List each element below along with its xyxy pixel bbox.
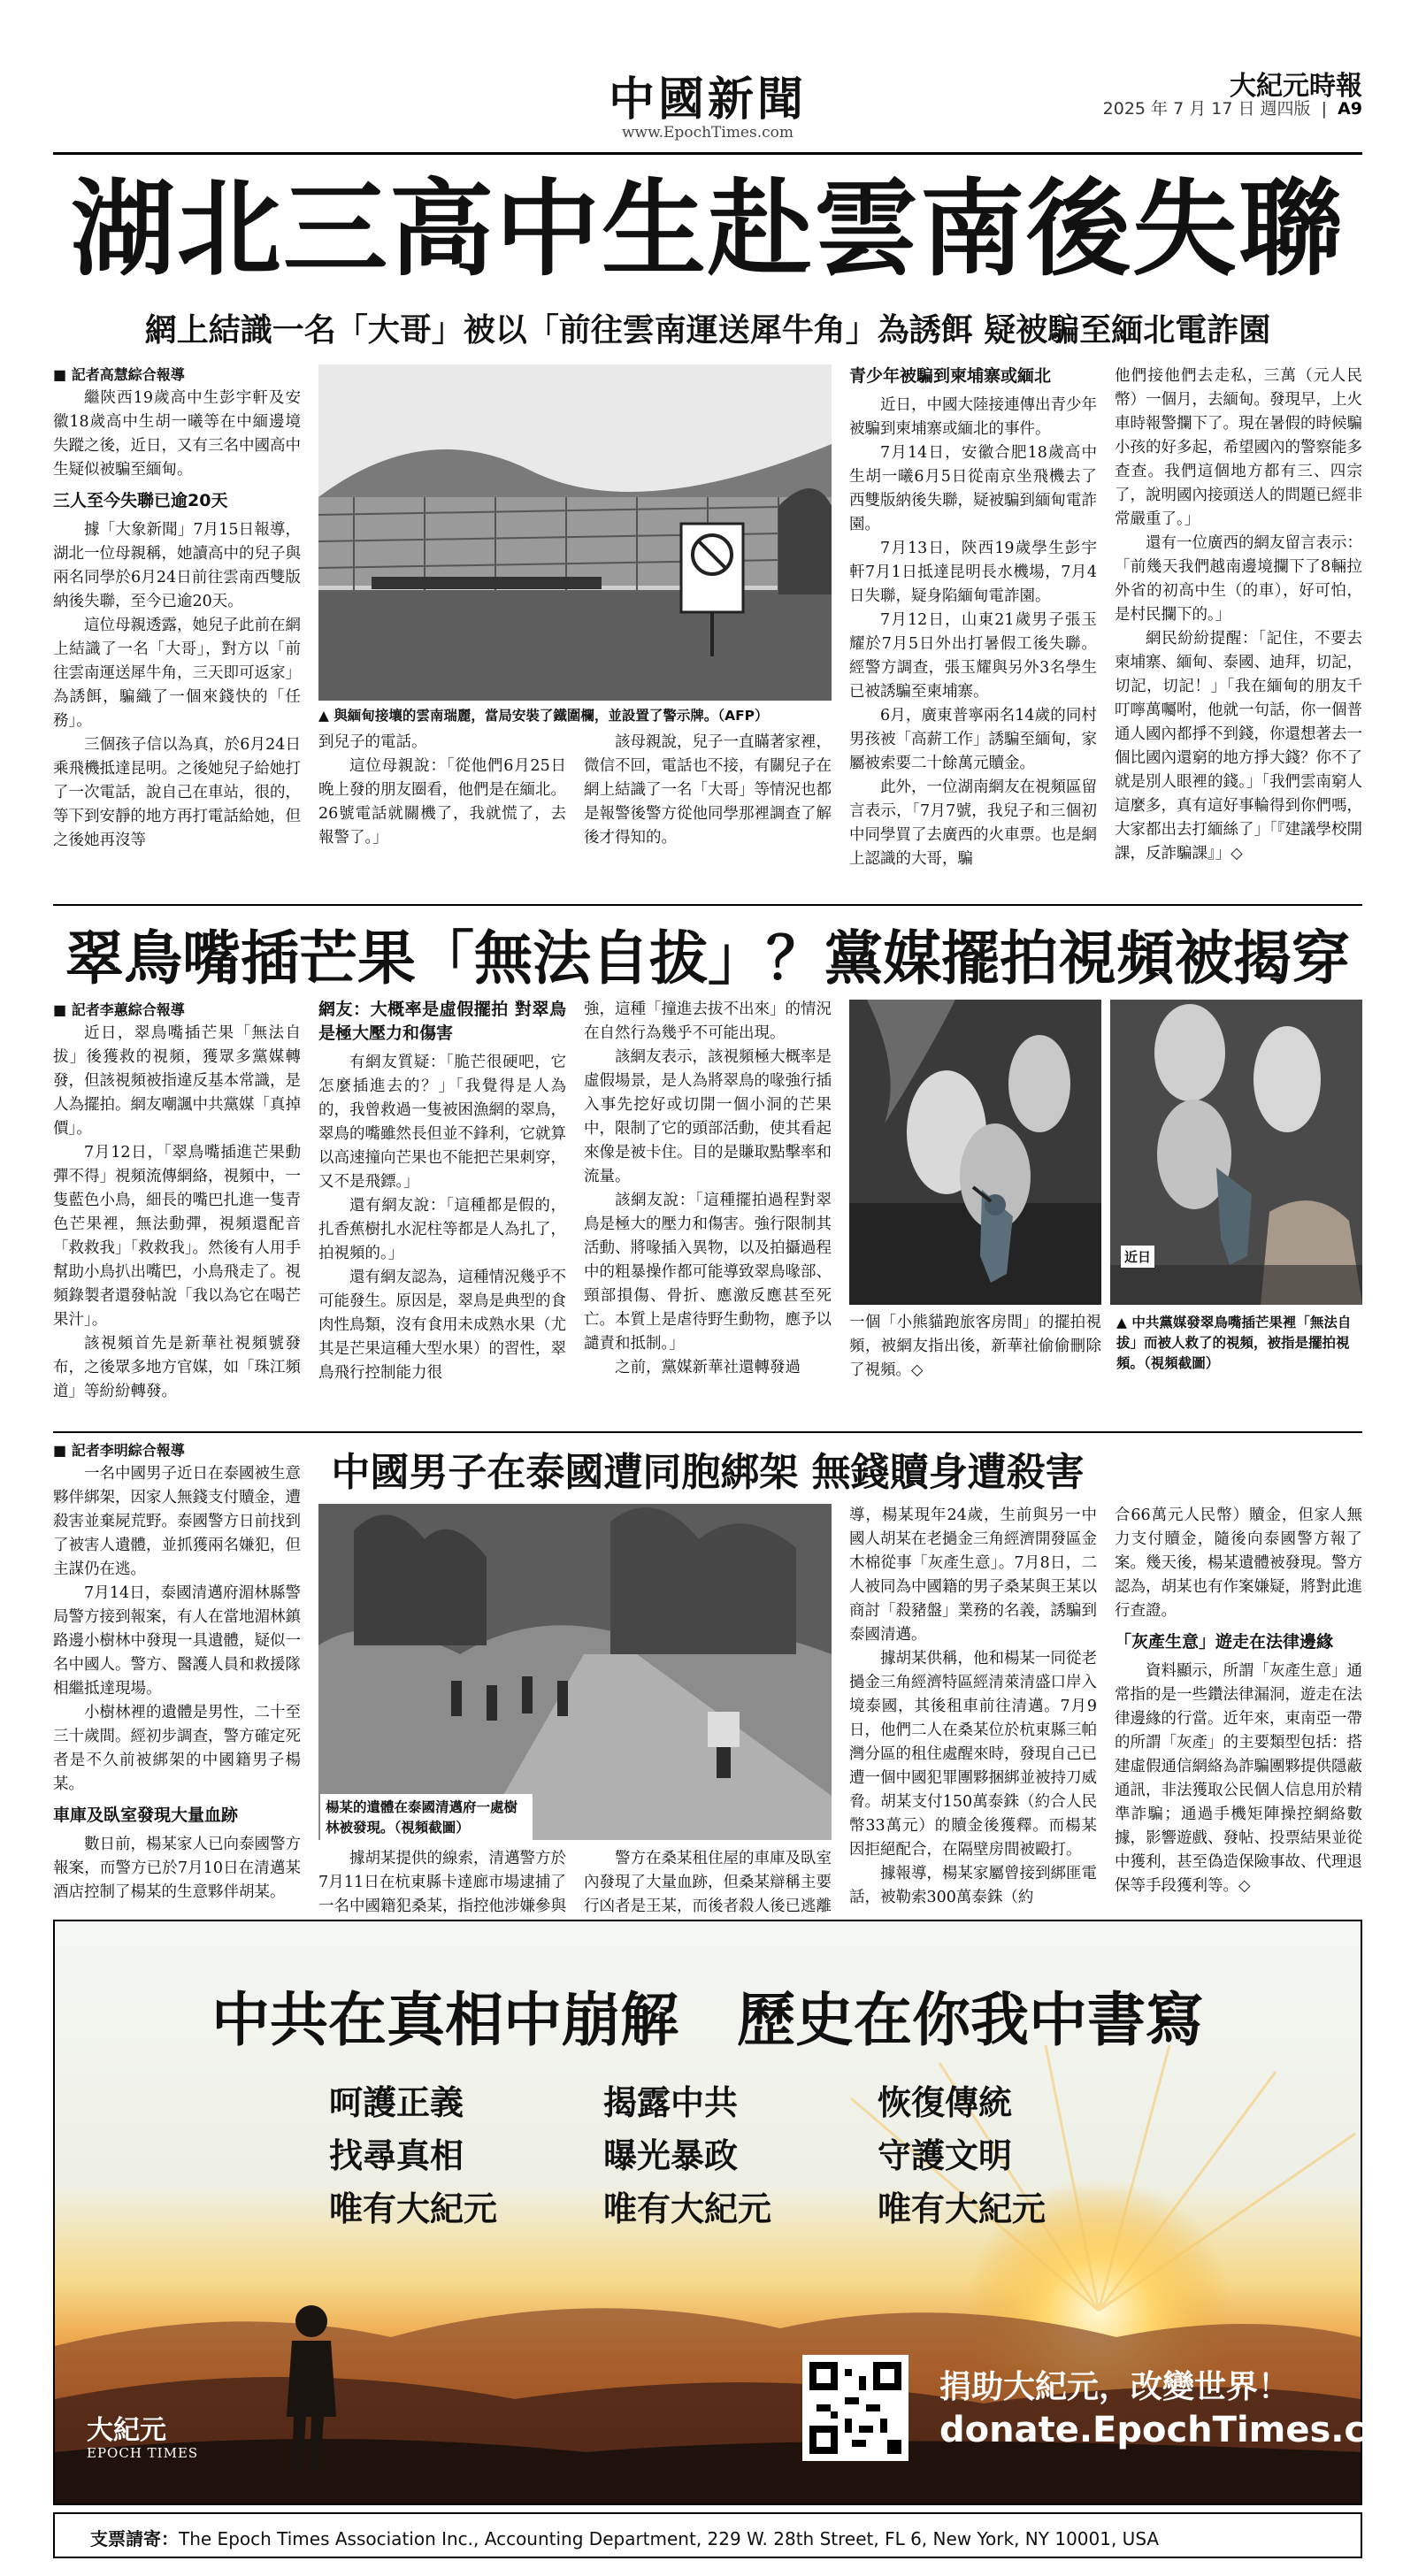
story3-byline: ■ 記者李明綜合報導: [53, 1442, 185, 1459]
story3-subtitle-2: 「灰產生意」遊走在法律邊緣: [1115, 1632, 1334, 1652]
paragraph: 7月14日，泰國清邁府湄林縣警局警方接到報案，有人在當地湄林鎮路邊小樹林中發現一具遺體，疑似一名中國人。警方、醫護人員和救援隊相繼抵達現場。: [53, 1584, 301, 1698]
ad-column-1: [329, 2076, 497, 2235]
story3-column-3: [584, 1847, 832, 1914]
ad-line: 恢復傳統: [878, 2083, 1013, 2122]
kingfisher-photo-2: [1110, 1000, 1362, 1305]
paragraph: 據胡某供稱，他和楊某一同從老撾金三角經濟特區經清萊清盛口岸入境泰國，其後租車前往清邁。7月9日，他們二人在桑某位於杭東縣三帕灣分區的租住處醒來時，發現自己已遭一個中國犯罪團夥捆綁並被持刀威脅。胡某支付150萬泰銖（約合人民幣33萬元）的贖金後獲釋。而楊某因拒絕配合，在隔壁房間被毆打。: [849, 1650, 1097, 1859]
story3-headline: 中國男子在泰國遭同胞綁架 無錢贖身遭殺害: [331, 1450, 1085, 1495]
paragraph: 合66萬元人民幣）贖金，但家人無力支付贖金，隨後向泰國警方報了案。幾天後，楊某遺體被發現。警方認為，胡某也有作案嫌疑，將對此進行查證。: [1115, 1506, 1362, 1620]
support-label: 支票請寄：: [90, 2528, 179, 2549]
ad-line: 呵護正義: [329, 2083, 464, 2122]
story1-column-4: [849, 364, 1097, 895]
section-divider: [53, 1431, 1362, 1433]
paragraph: 一個「小熊貓跑旅客房間」的擺拍視頻，被網友指出後，新華社偷偷刪除了視頻。◇: [849, 1314, 1101, 1379]
story3-column-5: [1115, 1504, 1362, 1911]
paragraph: 此外，一位湖南網友在視頻區留言表示，「7月7號，我兒子和三個初中同學買了去廣西的火車票。也是網上認識的大哥，騙: [849, 778, 1097, 868]
paragraph: 該網友說：「這種擺拍過程對翠鳥是極大的壓力和傷害。強行限制其活動、將喙插入異物，以及拍攝過程中的粗暴操作都可能導致翠鳥喙部、頸部損傷、骨折、應激反應甚至死亡。本質上是虐待野生動物，應予以譴責和抵制。」: [584, 1192, 832, 1353]
page-number: A9: [1338, 99, 1362, 119]
story2-column-4: [849, 1311, 1101, 1399]
paragraph: 這位母親透露，她兒子此前在網上結識了一名「大哥」，對方以「前往雲南運送犀牛角，三天即可返家」為誘餌，騙織了一個來錢快的「任務」。: [53, 617, 301, 730]
paragraph: 據報導，楊某家屬曾接到綁匪電話，被勒索300萬泰銖（約: [849, 1865, 1097, 1906]
border-fence-photo: [318, 364, 832, 701]
story2-column-2: [318, 998, 566, 1440]
story1-byline: ■ 記者高慧綜合報導: [53, 366, 185, 383]
story2-byline: ■ 記者李蕙綜合報導: [53, 1001, 185, 1018]
paragraph: 7月12日，山東21歲男子張玉耀於7月5日外出打暑假工後失聯。經警方調查，張玉耀與另外3名學生已被誘騙至柬埔寨。: [849, 611, 1097, 701]
story1-photo: [318, 364, 832, 701]
site-url[interactable]: www.EpochTimes.com: [622, 124, 794, 142]
paragraph: 他們接他們去走私，三萬（元人民幣）一個月，去緬甸。發現早，上火車時報警攔下了。現在暑假的時候騙小孩的好多起，希望國內的警察能多查查。我們這個地方都有三、四宗了，說明國內接頭送人的問題已經非常嚴重了。」: [1115, 367, 1362, 528]
dateline: 2025 年 7 月 17 日 週四版 | A9: [1102, 99, 1362, 119]
masthead-rule: [53, 152, 1362, 155]
ad-line: 唯有大紀元: [878, 2189, 1046, 2228]
story2-subtitle: 網友：大概率是虛假擺拍 對翠鳥是極大壓力和傷害: [318, 1000, 566, 1043]
paragraph: 據胡某提供的線索，清邁警方於7月11日在杭東縣卡達廊市場逮捕了一名中國籍犯桑某，指控他涉嫌參與: [318, 1850, 566, 1915]
paragraph: 該網友表示，該視頻極大概率是虛假場景，是人為將翠鳥的喙強行插入事先挖好或切開一個小洞的芒果中，限制了它的頭部活動，使其看起來像是被卡住。目的是賺取點擊率和流量。: [584, 1048, 832, 1185]
paragraph: 近日，翠鳥嘴插芒果「無法自拔」後獲救的視頻，獲眾多黨媒轉發，但該視頻被指違反基本常識，是人為擺拍。網友嘲諷中共黨媒「真掉價」。: [53, 1024, 301, 1138]
ad-logo: 大紀元: [87, 2415, 166, 2446]
paragraph: 警方在桑某租住屋的車庫及臥室內發現了大量血跡，但桑某辯稱主要行凶者是王某，而後者殺人後已逃離: [584, 1850, 832, 1915]
story1-subhead: 網上結識一名「大哥」被以「前往雲南運送犀牛角」為誘餌 疑被騙至緬北電詐園: [144, 312, 1271, 349]
story1-column-3: [584, 731, 832, 899]
support-footer: [53, 2512, 1362, 2558]
story3-photo-caption: 楊某的遺體在泰國清邁府一處樹林被發現。（視頻截圖）: [320, 1794, 533, 1842]
paragraph: 三個孩子信以為真，於6月24日乘飛機抵達昆明。之後她兒子給她打了一次電話，說自己在車站，很的，等下到安靜的地方再打電話給她，但之後她再沒等: [53, 736, 301, 849]
ad-column-2: [603, 2076, 771, 2235]
story3-column-2: [318, 1847, 566, 1914]
ad-logo-en: EPOCH TIMES: [87, 2445, 199, 2461]
paragraph: 這位母親說：「從他們6月25日晚上發的朋友圈看，他們是在緬北。26號電話就關機了，我就慌了，去報警了。」: [318, 757, 566, 847]
support-address: The Epoch Times Association Inc., Accounting Department, 229 W. 28th Street, FL 6, New York, NY 10001, USA: [179, 2528, 1160, 2549]
paragraph: 之前，黨媒新華社還轉發過: [615, 1359, 801, 1376]
paragraph: 該母親說，兒子一直瞞著家裡，微信不回，電話也不接，有關兒子在網上結識了一名「大哥」等情況也都是報警後警方從他同學那裡調查了解後才得知的。: [584, 733, 832, 847]
ad-line: 守護文明: [878, 2136, 1013, 2175]
section-divider: [53, 904, 1362, 906]
paragraph: 該視頻首先是新華社視頻號發布，之後眾多地方官媒，如「珠江頻道」等紛紛轉發。: [53, 1335, 301, 1400]
story1-headline: 湖北三高中生赴雲南後失聯: [70, 168, 1345, 290]
paragraph: 資料顯示，所謂「灰產生意」通常指的是一些鑽法律漏洞，遊走在法律邊緣的行當。近年來，東南亞一帶的所謂「灰產」的主要類型包括：搭建虛假通信網絡為詐騙團夥提供隱蔽通訊，非法獲取公民個人信息用於精準詐騙；通過手機矩陣操控網絡數據，影響遊戲、發帖、投票結果並從中獲利，甚至偽造保險事故、代理退保等手段獲利等。◇: [1115, 1662, 1362, 1895]
ad-column-3: [878, 2076, 1046, 2235]
paragraph: 強，這種「撞進去拔不出來」的情況在自然行為幾乎不可能出現。: [584, 1000, 832, 1042]
crime-scene-photo: [318, 1504, 832, 1840]
paragraph: 到兒子的電話。: [318, 733, 427, 751]
paragraph: 還有一位廣西的網友留言表示：「前幾天我們越南邊境攔下了8輛拉外省的初高中生（的車），好可怕，是村民攔下的。」: [1115, 534, 1362, 624]
paragraph: 一名中國男子近日在泰國被生意夥伴綁架，因家人無錢支付贖金，遭殺害並棄屍荒野。泰國警方日前找到了被害人遺體，並抓獲兩名嫌犯，但主謀仍在逃。: [53, 1465, 301, 1578]
paragraph: 7月14日，安徽合肥18歲高中生胡一曦6月5日從南京坐飛機去了西雙版納後失聯，疑被騙到緬甸電詐園。: [849, 444, 1097, 533]
paragraph: 還有網友認為，這種情況幾乎不可能發生。原因是，翠鳥是典型的食肉性鳥類，沒有食用未成熟水果（尤其是芒果這種大型水果）的習性，翠鳥飛行控制能力很: [318, 1269, 566, 1382]
story2-column-3: [584, 998, 832, 1440]
ad-title: 中共在真相中崩解 歷史在你我中書寫: [211, 1986, 1204, 2054]
photo-label: 近日: [1121, 1246, 1154, 1268]
paragraph: 7月13日，陝西19歲學生彭宇軒7月1日抵達昆明長水機場，7月4日失聯，疑身陷緬甸電詐園。: [849, 540, 1097, 605]
story1-subtitle-2: 青少年被騙到柬埔寨或緬北: [849, 366, 1052, 386]
paragraph: 7月12日，「翠鳥嘴插進芒果動彈不得」視頻流傳網絡，視頻中，一隻藍色小鳥，細長的嘴巴扎進一隻青色芒果裡，無法動彈，視頻還配音「救救我」「救救我」。然後有人用手幫助小鳥扒出嘴巴，小鳥飛走了。視頻錄製者還發帖說「我以為它在喝芒果汁」。: [53, 1144, 301, 1329]
paragraph: 網民紛紛提醒：「記住，不要去柬埔寨、緬甸、泰國、迪拜，切記，切記，切記！」「我在緬甸的朋友千叮嚀萬囑咐，他就一句話，你一個普通人國內都掙不到錢，你還想著去一個比國內還窮的地方掙大錢？你不了就是別人眼裡的錢。」「我們雲南窮人這麼多，真有這好事輪得到你們嗎，大家都出去打緬絲了」「『建議學校開課，反詐騙課』」◇: [1115, 630, 1362, 862]
donate-link[interactable]: donate.EpochTimes.com: [939, 2410, 1426, 2450]
paragraph: 近日，中國大陸接連傳出青少年被騙到柬埔寨或緬北的事件。: [849, 396, 1097, 438]
newspaper-logo: 大紀元時報: [1230, 71, 1362, 102]
story3-subtitle-1: 車庫及臥室發現大量血跡: [53, 1806, 239, 1825]
story1-subtitle-1: 三人至今失聯已逾20天: [53, 491, 228, 510]
ad-line: 揭露中共: [603, 2083, 739, 2122]
kingfisher-photo-1: [849, 1000, 1101, 1305]
paragraph: 數日前，楊某家人已向泰國警方報案，而警方已於7月10日在清邁某酒店控制了楊某的生意夥伴胡某。: [53, 1836, 301, 1901]
issue-date: 2025 年 7 月 17 日 週四版: [1102, 99, 1311, 119]
paragraph: 還有網友說：「這種都是假的，扎香蕉樹扎水泥柱等都是人為扎了，拍視頻的。」: [318, 1197, 566, 1262]
ad-line: 找尋真相: [329, 2136, 464, 2175]
ad-line: 唯有大紀元: [329, 2189, 498, 2228]
story3-photo: [318, 1504, 832, 1840]
paragraph: 有網友質疑：「脆芒很硬吧，它怎麼插進去的？」「我覺得是人為的，我曾救過一隻被困漁網的翠鳥，翠鳥的嘴雖然長但並不鋒利，它就算以高速撞向芒果也不能把芒果刺穿，又不是飛鏢。」: [318, 1054, 566, 1191]
paragraph: 據「大象新聞」7月15日報導，湖北一位母親稱，她讀高中的兒子與兩名同學於6月24日前往雲南西雙版納後失聯，至今已逾20天。: [53, 521, 301, 610]
ad-line: 唯有大紀元: [603, 2189, 772, 2228]
story2-headline: 翠鳥嘴插芒果「無法自拔」？黨媒擺拍視頻被揭穿: [65, 924, 1350, 993]
qr-code-icon[interactable]: [802, 2355, 908, 2461]
story3-column-1: [53, 1438, 301, 1907]
story3-column-4: [849, 1504, 1097, 1911]
paragraph: 繼陝西19歲高中生彭宇軒及安徽18歲高中生胡一曦等在中緬邊境失蹤之後，近日，又有三名中國高中生疑似被騙至緬甸。: [53, 389, 301, 479]
story2-column-1: [53, 998, 301, 1440]
qr-pattern: [809, 2362, 901, 2454]
paragraph: 6月，廣東普寧兩名14歲的同村男孩被「高薪工作」誘騙至緬甸，家屬被索要二十餘萬元贖金。: [849, 707, 1097, 772]
story2-photo-caption: ▲ 中共黨媒發翠鳥嘴插芒果裡「無法自拔」而被人救了的視頻，被指是擺拍視頻。（視頻截圖）: [1116, 1315, 1352, 1371]
story1-photo-caption: ▲ 與緬甸接壤的雲南瑞麗，當局安裝了鐵圍欄，並設置了警示牌。（AFP）: [318, 708, 769, 724]
section-title: 中國新聞: [608, 73, 807, 126]
kingfisher-mango-image: [849, 1000, 1101, 1305]
story1-column-5: [1115, 364, 1362, 895]
story1-column-1: [53, 363, 301, 893]
donation-ad[interactable]: [53, 1920, 1426, 2505]
story1-column-2: [318, 731, 566, 899]
ad-cta: 捐助大紀元，改變世界！: [939, 2369, 1291, 2405]
ad-line: 曝光暴政: [603, 2136, 739, 2175]
paragraph: 導，楊某現年24歲，生前與另一中國人胡某在老撾金三角經濟開發區金木棉從事「灰產生意」。7月8日，二人被同為中國籍的男子桑某與王某以商討「殺豬盤」業務的名義，誘騙到泰國清邁。: [849, 1506, 1097, 1644]
paragraph: 小樹林裡的遺體是男性，二十至三十歲間。經初步調查，警方確定死者是不久前被綁架的中國籍男子楊某。: [53, 1704, 301, 1793]
